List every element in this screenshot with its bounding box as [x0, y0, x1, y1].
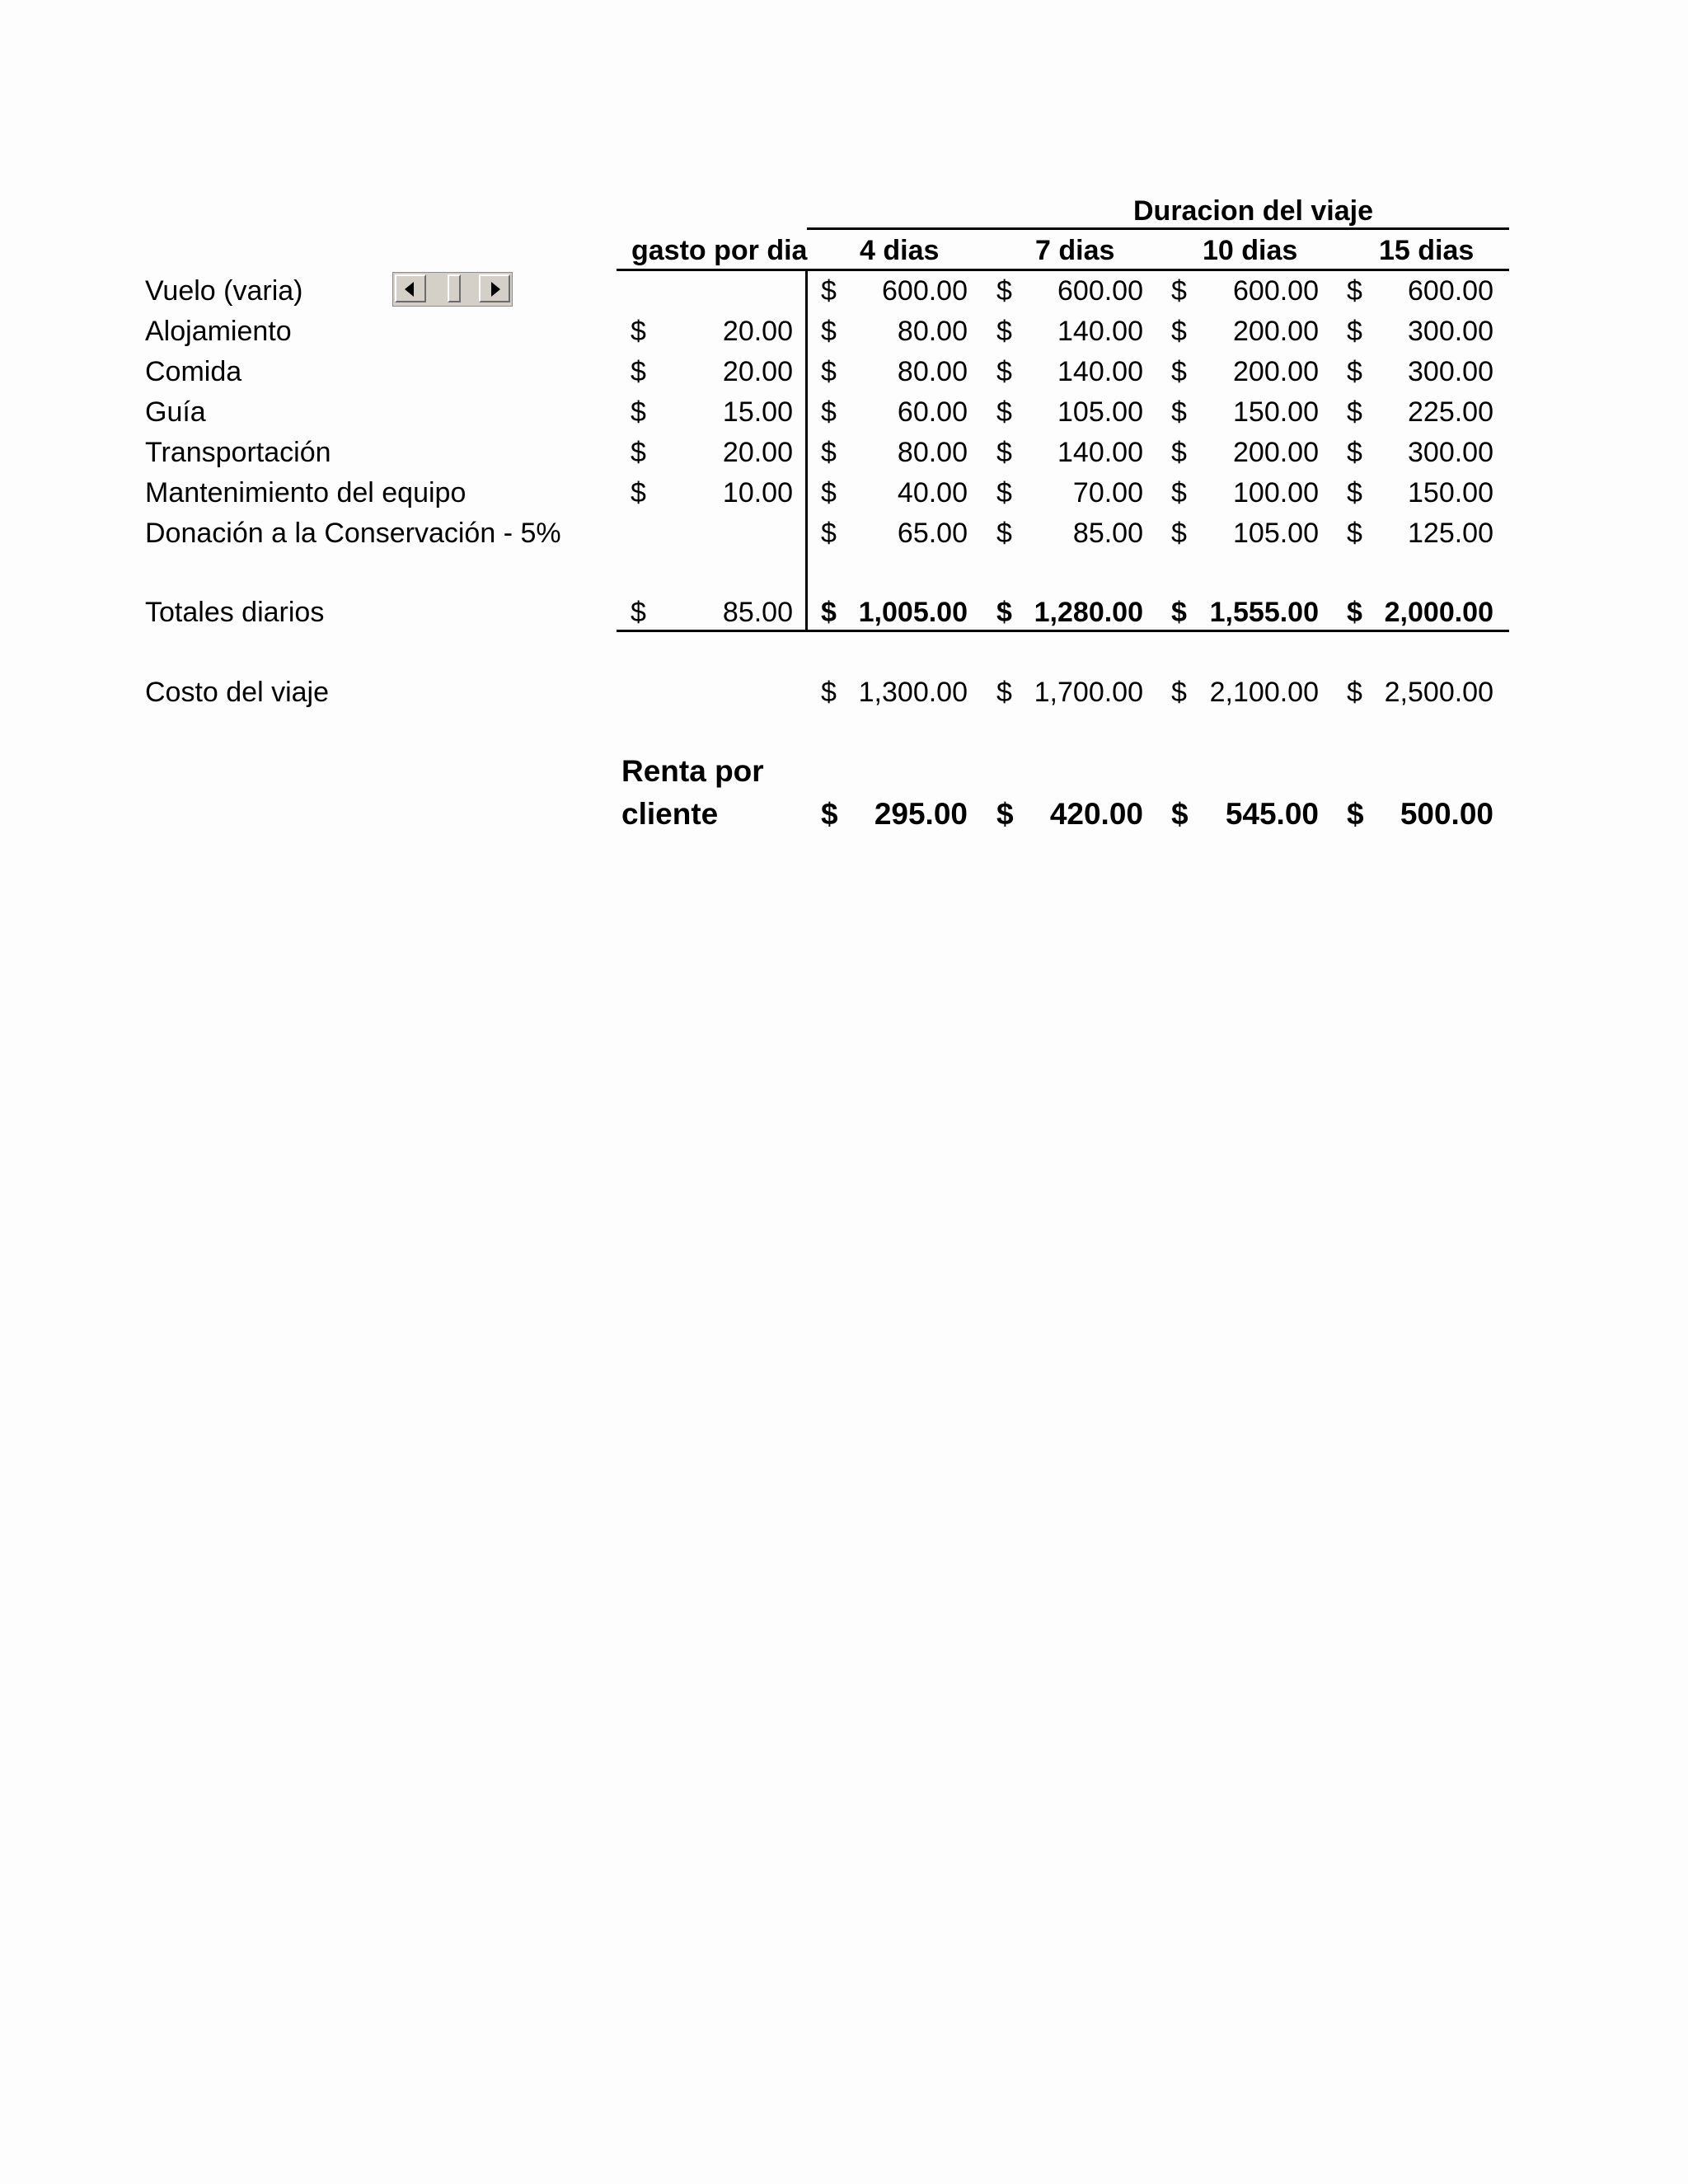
currency-symbol: $ [1171, 316, 1187, 347]
total-value: 2,000.00 [1384, 597, 1493, 628]
currency-symbol: $ [1347, 275, 1362, 307]
currency-symbol: $ [1171, 437, 1187, 468]
currency-symbol: $ [631, 356, 646, 387]
cell-value: 80.00 [897, 437, 968, 468]
cell-value: 100.00 [1233, 477, 1319, 509]
currency-symbol: $ [1347, 477, 1362, 509]
per-day-value: 20.00 [722, 437, 793, 468]
currency-symbol: $ [821, 677, 837, 708]
cell-value: 200.00 [1233, 437, 1319, 468]
currency-symbol: $ [1347, 356, 1362, 387]
spinner-thumb[interactable] [448, 274, 461, 302]
currency-symbol: $ [821, 356, 837, 387]
per-day-value: 10.00 [722, 477, 793, 509]
cell-value: 65.00 [897, 518, 968, 549]
currency-symbol: $ [631, 396, 646, 428]
currency-symbol: $ [821, 477, 837, 509]
trip-cost-label: Costo del viaje [145, 677, 330, 708]
currency-symbol: $ [996, 677, 1012, 708]
cell-value: 225.00 [1408, 396, 1493, 428]
flight-cost-spinner[interactable] [392, 272, 513, 307]
currency-symbol: $ [996, 518, 1012, 549]
cell-value: 300.00 [1408, 356, 1493, 387]
profit-value: 295.00 [874, 797, 968, 831]
cell-value: 600.00 [1233, 275, 1319, 307]
currency-symbol: $ [996, 396, 1012, 428]
cell-value: 600.00 [1408, 275, 1493, 307]
cell-value: 60.00 [897, 396, 968, 428]
column-separator [805, 269, 808, 632]
currency-symbol: $ [821, 797, 838, 831]
row-label: Donación a la Conservación - 5% [145, 518, 561, 549]
currency-symbol: $ [821, 396, 837, 428]
cell-value: 150.00 [1233, 396, 1319, 428]
profit-label-line2: cliente [621, 797, 719, 831]
cell-value: 300.00 [1408, 437, 1493, 468]
row-label: Alojamiento [145, 316, 292, 347]
currency-symbol: $ [1347, 437, 1362, 468]
cell-value: 600.00 [882, 275, 968, 307]
currency-symbol: $ [996, 356, 1012, 387]
trip-cost-value: 1,300.00 [858, 677, 968, 708]
total-value: 1,005.00 [858, 597, 968, 628]
currency-symbol: $ [996, 275, 1012, 307]
cell-value: 40.00 [897, 477, 968, 509]
currency-symbol: $ [631, 597, 646, 628]
trip-cost-value: 2,500.00 [1384, 677, 1493, 708]
currency-symbol: $ [1171, 356, 1187, 387]
profit-label-line1: Renta por [621, 754, 764, 788]
per-day-header: gasto por dia [631, 235, 808, 266]
currency-symbol: $ [821, 518, 837, 549]
cell-value: 85.00 [1072, 518, 1143, 549]
cell-value: 80.00 [897, 356, 968, 387]
total-value: 1,280.00 [1034, 597, 1143, 628]
arrow-left-icon [405, 282, 414, 297]
cell-value: 125.00 [1408, 518, 1493, 549]
cell-value: 200.00 [1233, 356, 1319, 387]
currency-symbol: $ [821, 597, 837, 628]
duration-group-title: Duracion del viaje [1133, 195, 1373, 227]
currency-symbol: $ [1347, 597, 1362, 628]
row-label: Comida [145, 356, 242, 387]
currency-symbol: $ [1347, 316, 1362, 347]
currency-symbol: $ [821, 275, 837, 307]
cell-value: 105.00 [1057, 396, 1143, 428]
currency-symbol: $ [631, 477, 646, 509]
currency-symbol: $ [1347, 797, 1364, 831]
currency-symbol: $ [1171, 677, 1187, 708]
duration-header-10: 10 dias [1203, 235, 1298, 266]
cell-value: 140.00 [1057, 316, 1143, 347]
currency-symbol: $ [631, 316, 646, 347]
total-value: 1,555.00 [1209, 597, 1319, 628]
cell-value: 150.00 [1408, 477, 1493, 509]
totals-label: Totales diarios [145, 597, 325, 628]
arrow-right-icon [491, 282, 500, 297]
currency-symbol: $ [631, 437, 646, 468]
totals-per-day: 85.00 [722, 597, 793, 628]
cell-value: 300.00 [1408, 316, 1493, 347]
row-label: Vuelo (varia) [145, 275, 303, 307]
currency-symbol: $ [821, 316, 837, 347]
currency-symbol: $ [1171, 518, 1187, 549]
currency-symbol: $ [1347, 677, 1362, 708]
per-day-value: 20.00 [722, 356, 793, 387]
per-day-value: 15.00 [722, 396, 793, 428]
header-bottom-rule [617, 269, 1509, 271]
profit-value: 545.00 [1225, 797, 1319, 831]
currency-symbol: $ [996, 597, 1012, 628]
currency-symbol: $ [1347, 518, 1362, 549]
totals-bottom-rule [617, 630, 1509, 632]
currency-symbol: $ [821, 437, 837, 468]
currency-symbol: $ [1171, 477, 1187, 509]
profit-value: 420.00 [1049, 797, 1143, 831]
spinner-increment-button[interactable] [479, 274, 510, 302]
header-top-rule [807, 227, 1509, 230]
row-label: Transportación [145, 437, 331, 468]
currency-symbol: $ [1171, 396, 1187, 428]
currency-symbol: $ [996, 477, 1012, 509]
cell-value: 105.00 [1233, 518, 1319, 549]
currency-symbol: $ [1171, 597, 1187, 628]
cell-value: 140.00 [1057, 437, 1143, 468]
cell-value: 80.00 [897, 316, 968, 347]
row-label: Guía [145, 396, 206, 428]
trip-cost-value: 1,700.00 [1034, 677, 1143, 708]
row-label: Mantenimiento del equipo [145, 477, 467, 509]
currency-symbol: $ [1171, 797, 1189, 831]
duration-header-4: 4 dias [860, 235, 940, 266]
spinner-decrement-button[interactable] [395, 274, 426, 302]
currency-symbol: $ [996, 316, 1012, 347]
currency-symbol: $ [996, 437, 1012, 468]
duration-header-15: 15 dias [1379, 235, 1475, 266]
cell-value: 600.00 [1057, 275, 1143, 307]
cell-value: 140.00 [1057, 356, 1143, 387]
profit-value: 500.00 [1400, 797, 1493, 831]
cell-value: 200.00 [1233, 316, 1319, 347]
duration-header-7: 7 dias [1035, 235, 1115, 266]
currency-symbol: $ [1347, 396, 1362, 428]
currency-symbol: $ [1171, 275, 1187, 307]
per-day-value: 20.00 [722, 316, 793, 347]
trip-cost-value: 2,100.00 [1209, 677, 1319, 708]
currency-symbol: $ [996, 797, 1014, 831]
cell-value: 70.00 [1072, 477, 1143, 509]
